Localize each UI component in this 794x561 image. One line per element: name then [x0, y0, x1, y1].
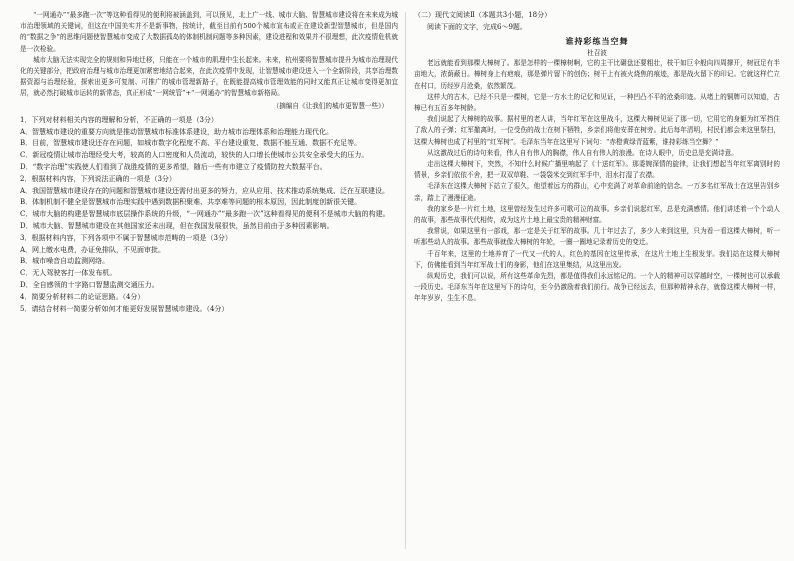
section-heading: （二）现代文阅读Ⅱ（本题共3小题，18分） — [414, 11, 552, 19]
question-3-option-c: C．无人驾驶客打一体发布机。 — [20, 269, 117, 278]
question-2-option-b: B．体制机制不健全是智慧城市治理实践中遇到数据积聚难、共享难等问题的根本原因，因此制度创新很关键。 — [20, 198, 362, 207]
question-1-stem: 1．下列对材料相关内容的理解和分析，不正确的一项是（3分） — [20, 115, 218, 124]
article-paragraph-10: 纵观历史，我们可以说，所有这些革命先烈，都是值得我们永远铭记的。一个人的精神可以穿越时空，一棵树也可以承载一段历史。毛泽东当年在这里写下的诗句，至今仍激励着我们前行。战争已经远去，但那种精神永存，就像这棵大樟树一样，年年岁岁，生生不息。 — [414, 272, 780, 303]
left-paragraph-1: “一网通办”“最多跑一次”等这种看得见的便利将被涵盖到，可以预见，北上广一线、城市大脑、智慧城市建设将在未来成为城市治理领域的关键词，但这在中国美实并不是新事物，按统计，截至目前有500个城市宣布或正在建设新型智慧城市，但是国内的“数据之争”的思维问题使智慧城市变成了大数据孤岛的体制机制问题等多种因素，建设进程和效果并不很理想，此次疫情危机就是一次检验。 — [20, 11, 398, 53]
article-paragraph-8: 我常说，如果这里有一部戏，那一定是关于红军的故事。几十年过去了，多少人来到这里，只为看一看这棵大樟树，听一听那些动人的故事。那些故事就像大樟树的年轮，一圈一圈地记录着历史的变迁。 — [414, 227, 780, 247]
right-column — [414, 10, 780, 551]
question-5: 5．请结合材料一简要分析如何才能更好发展智慧城市建设。（4分） — [20, 304, 229, 313]
article-paragraph-4: 从这激战过后的诗句来看，伟人自有伟人的胸襟，伟人自有伟人的浪漫。在诗人眼中，历史总是充满诗意。 — [427, 148, 738, 157]
article-paragraph-3: 我们说起了大樟树的故事。据村里的老人讲，当年红军在这里战斗，这棵大樟树见证了那一切，它用它的身躯为红军挡住了敌人的子弹；红军撤离时，一位受伤的战士在树下牺牲，乡亲们将他安葬在树旁。此后每年清明，村民们都会来这里祭扫，这棵大樟树也成了村里的“红军树”。毛泽东当年在这里写下词句：“赤橙黄绿青蓝紫，谁持彩练当空舞？” — [414, 115, 780, 146]
question-2-option-c: C．城市大脑的构建是智慧城市底层操作系统的升级，“一网通办”“最多跑一次”这种看得见的便利不是城市大脑的构建。 — [20, 210, 390, 219]
article-paragraph-5: 走出这棵大樟树下，突然，不知什么时候广播里响起了《十送红军》。那委婉深情的旋律，让我们想起当年红军离别时的情景，乡亲们依依不舍，把一双双草鞋、一袋袋米交到红军手中，泪水打湿了衣襟。 — [414, 160, 780, 180]
question-2-option-d: D．城市大脑、智慧城市建设在其他国家还未出现，但在我国发展很快，虽然目前由于多种因素影响。 — [20, 222, 334, 230]
question-3-option-d: D．全自感领的十字路口智慧监测交通压力。 — [20, 280, 159, 289]
question-1-option-a: A．智慧城市建设的重要方向就是推动智慧城市标准体系建设，助力城市治理体系和治理能力现代化。 — [20, 127, 334, 136]
article-paragraph-7: 我的家乡是一片红土地，这里曾经发生过许多可歌可泣的故事。乡亲们说起红军，总是充满感情。他们讲述着一个个动人的故事，那些故事代代相传，成为这片土地上最宝贵的精神财富。 — [414, 204, 780, 225]
question-3-option-a: A．网上缴水电费，办证免排队，不见面审批。 — [20, 245, 166, 254]
question-1-option-b: B．目前，智慧城市建设还存在问题，如城市数字化程度不高、平台建设重复、数据不能互通、数据不充足等。 — [20, 139, 362, 148]
question-3-option-b: B．城市噪音自动监测网络。 — [20, 257, 110, 266]
question-1-option-c: C．新冠疫情让城市治理经受大考，较高的人口密度和人员流动，较快的人口增长使城市公共安全承受大的压力。 — [20, 151, 369, 160]
question-4: 4．简要分析材料二的论证思路。（4分） — [20, 292, 145, 301]
article-author: 杜召波 — [587, 49, 607, 58]
question-1-option-d: D．“数字治理”实践使人们看到了战胜疫情的更多希望，随后一些有市建立了疫情防控大数据平台。 — [20, 163, 327, 172]
article-paragraph-6: 毛泽东在这棵大樟树下站立了很久，他望着远方的群山，心中充满了对革命前途的信念。一万多名红军战士在这里告别乡亲，踏上了漫漫征途。 — [414, 182, 780, 202]
column-divider — [405, 12, 406, 549]
reading-instruction: 阅读下面的文字，完成6～9题。 — [427, 22, 527, 31]
question-2-option-a: A．我国智慧城市建设存在的问题和智慧城市建设还需付出更多的努力，应从应用、技术推动系统集成、泛在互联建设。 — [20, 186, 390, 195]
article-paragraph-1: 老远就能看到那棵大樟树了。那是怎样的一棵樟树啊，它的主干比碾盘还要粗壮，枝干如巨伞般向四周撑开，树冠足有半亩地大，浓荫蔽日。樟树身上有疤痕，那是弹片留下的创伤；树干上有被火烧焦的痕迹，那是战火留下的印记。它就这样伫立在村口，历经岁月沧桑，依然繁茂。 — [414, 59, 780, 90]
article-source: （摘编自《让我们的城市更智慧一些》） — [272, 101, 388, 110]
article-title: 谁持彩练当空舞 — [565, 36, 629, 47]
article-paragraph-2: 这样大的古木，已经不只是一棵树，它是一方水土的记忆和见证，一种凹凸不平的沧桑印迹。从堵上的铜牌可以知道，古樟已有五百多年树龄。 — [414, 92, 780, 112]
question-3-stem: 3．根据材料内容，下列各项中不属于智慧城市范畴的一项是（3分） — [20, 233, 232, 242]
left-paragraph-2: 城市大脑无法实现完全的规则和异地迁移，只能在一个城市的肌理中生长起来。未来，杭州要将智慧城市提升为城市治理现代化的关键部分，把政府治理与城市治理更加紧密地结合起来，在此次疫情中发现，让智慧城市建设进入一个全新阶段，共享治理数据资源与治理经验，探索出更多可复制、可推广的城市管理新路子，在既能提高城市管理效能的同时又能真正让城市变得更加宜居，就必然打破城市运转的新常态，真正形成“一网统管”+“一网通办”的智慧城市新格局。 — [20, 55, 398, 98]
question-2-stem: 2．根据材料内容，下列说法正确的一项是（3分） — [20, 174, 176, 183]
left-column — [20, 10, 398, 551]
article-paragraph-9: 千百年来，这里的土地养育了一代又一代的人，红色的基因在这里传承，在这片土地上生根发芽。我们站在这棵大樟树下，仿佛能看到当年红军战士们的身影，他们在这里集结，从这里出发。 — [414, 249, 780, 269]
